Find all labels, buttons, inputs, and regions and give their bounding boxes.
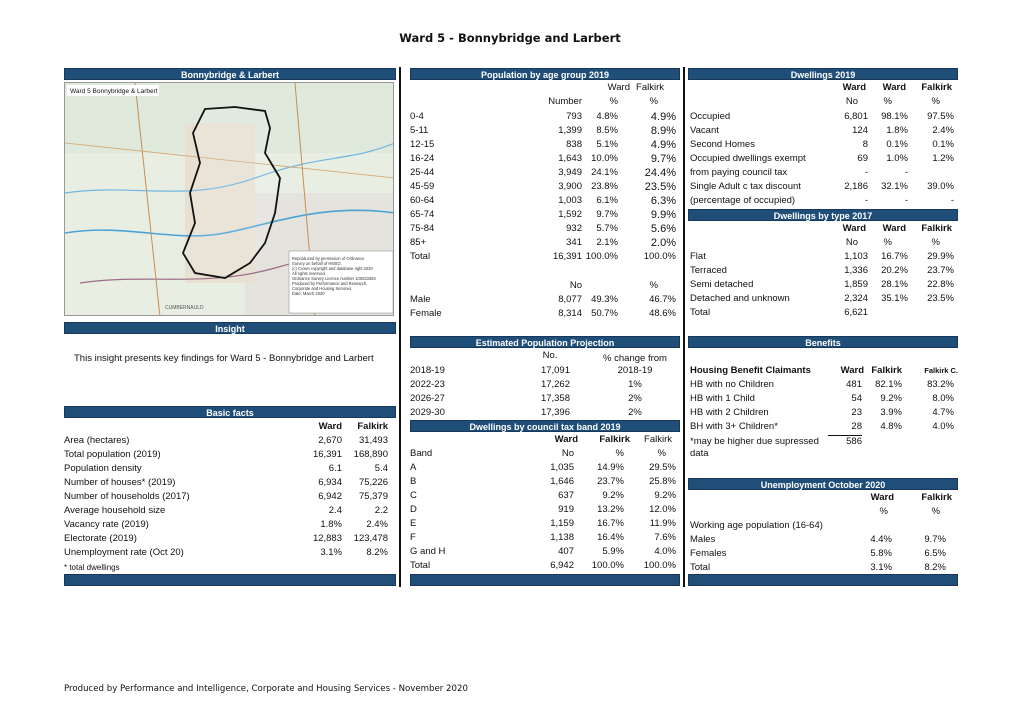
dwelling-ward-pct: 1.8% [886, 125, 908, 136]
population-row [410, 124, 680, 138]
dwelling-type-ward-pct: 20.2% [881, 265, 908, 276]
tax-band-ward-pct: 5.9% [602, 546, 624, 557]
age-number: 1,399 [558, 125, 582, 136]
fact-ward: 16,391 [312, 449, 342, 460]
fact-falkirk: 8.2% [366, 547, 388, 558]
fact-falkirk: 75,379 [358, 491, 388, 502]
age-number: 932 [566, 223, 582, 234]
benefit-ward: 481 [846, 379, 862, 390]
tax-band: B [410, 476, 417, 487]
council-tax-head-1: Ward Falkirk Falkirk [554, 434, 672, 445]
dwelling-label: Occupied [690, 111, 731, 122]
tax-band: E [410, 518, 417, 529]
fact-ward: 6.1 [328, 463, 342, 474]
basic-facts-row [64, 546, 396, 560]
basic-facts-row [64, 504, 396, 518]
tax-band-ward-pct: 16.7% [597, 518, 624, 529]
sex-row [410, 293, 680, 307]
dwelling-type-falkirk-pct: 22.8% [927, 279, 954, 290]
projection-number: 17,091 [540, 365, 570, 376]
population-row [410, 166, 680, 180]
unemployment-row [688, 519, 958, 533]
dwelling-falkirk-pct: 1.2% [932, 153, 954, 164]
fact-falkirk: 168,890 [353, 449, 388, 460]
sex-head-no: No [569, 280, 582, 291]
fact-label: Average household size [64, 505, 166, 516]
insight-header: Insight [64, 322, 396, 334]
ward-map [64, 82, 394, 316]
projection-change: 1% [628, 379, 642, 390]
age-ward-pct: 5.7% [596, 223, 618, 234]
age-number: 341 [566, 237, 582, 248]
column-divider-left [399, 67, 401, 587]
age-falkirk-pct: 2.0% [650, 237, 676, 249]
benefit-falkirk-c: 83.2% [927, 379, 954, 390]
dwelling-type-label: Terraced [690, 265, 727, 276]
dwelling-falkirk-pct: 39.0% [927, 181, 954, 192]
age-ward-pct: 6.1% [596, 195, 618, 206]
council-tax-row [410, 475, 680, 489]
benefit-falkirk-c: 4.7% [932, 407, 954, 418]
benefits-row [688, 378, 958, 392]
dwelling-label: from paying council tax [690, 167, 788, 178]
dwelling-ward-pct: 98.1% [881, 111, 908, 122]
tax-band-number: 1,646 [550, 476, 574, 487]
population-row [410, 138, 680, 152]
dwelling-label: Occupied dwellings exempt [690, 153, 806, 164]
dwelling-ward-pct: 32.1% [881, 181, 908, 192]
tax-band-number: 1,035 [550, 462, 574, 473]
age-ward-pct: 24.1% [591, 167, 618, 178]
sex-ward-pct: 49.3% [591, 294, 618, 305]
projection-number: 17,358 [540, 393, 570, 404]
age-number: 793 [566, 111, 582, 122]
projection-change: 2% [628, 407, 642, 418]
age-number: 3,900 [558, 181, 582, 192]
dwellings-type-head-1: Ward Ward Falkirk [842, 223, 952, 234]
dwelling-falkirk-pct: 2.4% [932, 125, 954, 136]
dwelling-label: Second Homes [690, 139, 755, 150]
unemployment-ward: 3.1% [870, 562, 892, 573]
age-group: 85+ [410, 237, 427, 248]
dwelling-type-label: Semi detached [690, 279, 754, 290]
tax-band-number: 1,159 [550, 518, 574, 529]
unemployment-falkirk: 6.5% [924, 548, 946, 559]
age-ward-pct: 4.8% [596, 111, 618, 122]
sex-head-row [410, 279, 680, 293]
tax-band-number: 407 [558, 546, 574, 557]
sex-row [410, 307, 680, 321]
projection-change: 2% [628, 393, 642, 404]
benefit-falkirk: 82.1% [875, 379, 902, 390]
projection-header: Estimated Population Projection [410, 336, 680, 348]
sex-falkirk-pct: 46.7% [649, 294, 676, 305]
tax-band-ward-pct: 100.0% [591, 560, 624, 571]
column-divider-right [683, 67, 685, 587]
tax-band-ward-pct: 16.4% [597, 532, 624, 543]
left-footer-bar [64, 574, 396, 586]
unemployment-falkirk: 8.2% [924, 562, 946, 573]
dwellings-row [688, 124, 958, 138]
fact-label: Area (hectares) [64, 435, 130, 446]
tax-band-falkirk-pct: 7.6% [654, 532, 676, 543]
population-head-2: Number % % [548, 96, 658, 107]
tax-band-number: 1,138 [550, 532, 574, 543]
population-header: Population by age group 2019 [410, 68, 680, 80]
age-group: 65-74 [410, 209, 435, 220]
age-falkirk-pct: 9.9% [650, 209, 676, 221]
age-group: 45-59 [410, 181, 435, 192]
population-total-row [410, 250, 680, 264]
dwelling-falkirk-pct: 97.5% [927, 111, 954, 122]
dwellings-row [688, 152, 958, 166]
fact-falkirk: 2.4% [366, 519, 388, 530]
dwelling-number: 2,186 [844, 181, 868, 192]
unemployment-ward: 5.8% [870, 548, 892, 559]
fact-label: Unemployment rate (Oct 20) [64, 547, 184, 558]
page-title: Ward 5 - Bonnybridge and Larbert [399, 31, 621, 45]
age-group: 60-64 [410, 195, 435, 206]
age-falkirk-pct: 5.6% [650, 223, 676, 235]
council-tax-row [410, 503, 680, 517]
projection-row [410, 406, 680, 420]
benefits-header: Benefits [688, 336, 958, 348]
fact-ward: 12,883 [312, 533, 342, 544]
sex-number: 8,077 [558, 294, 582, 305]
dwelling-ward-pct: - [904, 167, 908, 178]
unemployment-header: Unemployment October 2020 [688, 478, 958, 490]
dwellings-type-row [688, 278, 958, 292]
unemployment-row [688, 561, 958, 575]
tax-band-falkirk-pct: 4.0% [654, 546, 676, 557]
sex-falkirk-pct: 48.6% [649, 308, 676, 319]
fact-label: Vacancy rate (2019) [64, 519, 149, 530]
tax-band-number: 6,942 [550, 560, 574, 571]
basic-facts-row [64, 490, 396, 504]
age-falkirk-pct: 8.9% [650, 125, 676, 137]
council-tax-head-2: Band No % % [410, 448, 666, 459]
unemployment-row [688, 547, 958, 561]
age-falkirk-pct: 23.5% [644, 181, 676, 193]
age-falkirk-pct: 9.7% [650, 153, 676, 165]
benefit-label: HB with no Children [690, 379, 774, 390]
dwellings-row [688, 166, 958, 180]
dwelling-type-falkirk-pct: 23.7% [927, 265, 954, 276]
sex-label: Female [410, 308, 442, 319]
dwelling-type-number: 2,324 [844, 293, 868, 304]
council-tax-header: Dwellings by council tax band 2019 [410, 420, 680, 432]
dwellings-row [688, 180, 958, 194]
dwellings-type-row [688, 264, 958, 278]
benefit-falkirk: 3.9% [880, 407, 902, 418]
fact-falkirk: 2.2 [374, 505, 388, 516]
dwelling-type-falkirk-pct: 23.5% [927, 293, 954, 304]
population-row [410, 222, 680, 236]
projection-period: 2022-23 [410, 379, 445, 390]
age-group: 25-44 [410, 167, 435, 178]
basic-facts-row [64, 448, 396, 462]
age-ward-pct: 10.0% [591, 153, 618, 164]
tax-band-ward-pct: 9.2% [602, 490, 624, 501]
age-group: 0-4 [410, 111, 424, 122]
fact-falkirk: 123,478 [353, 533, 388, 544]
dwelling-type-number: 6,621 [844, 307, 868, 318]
dwellings-row [688, 138, 958, 152]
insight-text: This insight presents key findings for Ward 5 - Bonnybridge and Larbert [74, 353, 374, 364]
age-ward-pct: 8.5% [596, 125, 618, 136]
unemployment-head-2: % % [879, 506, 940, 517]
age-ward-pct: 23.8% [591, 181, 618, 192]
dwelling-label: (percentage of occupied) [690, 195, 796, 206]
unemployment-label: Females [690, 548, 727, 559]
population-head-1: Ward Falkirk [607, 82, 664, 93]
dwellings-type-row [688, 292, 958, 306]
benefit-falkirk-c: 8.0% [932, 393, 954, 404]
dwelling-type-label: Flat [690, 251, 706, 262]
benefit-ward: 23 [851, 407, 862, 418]
council-tax-row [410, 461, 680, 475]
fact-label: Population density [64, 463, 142, 474]
fact-falkirk: 5.4 [374, 463, 388, 474]
age-number: 3,949 [558, 167, 582, 178]
tax-band-falkirk-pct: 100.0% [643, 560, 676, 571]
age-falkirk-pct: 4.9% [650, 111, 676, 123]
age-number: 838 [566, 139, 582, 150]
ward-map-image [65, 83, 394, 316]
dwellings-type-head-2: No % % [845, 237, 940, 248]
tax-band-number: 919 [558, 504, 574, 515]
council-tax-row [410, 489, 680, 503]
age-number: 1,643 [558, 153, 582, 164]
projection-period: 2029-30 [410, 407, 445, 418]
sex-head-pct: % [649, 280, 658, 291]
dwellings-header: Dwellings 2019 [688, 68, 958, 80]
dwelling-falkirk-pct: 0.1% [932, 139, 954, 150]
tax-band-ward-pct: 14.9% [597, 462, 624, 473]
projection-head: No. % change from [542, 350, 667, 364]
population-row [410, 208, 680, 222]
tax-band-ward-pct: 13.2% [597, 504, 624, 515]
dwelling-type-ward-pct: 35.1% [881, 293, 908, 304]
dwellings-type-row [688, 306, 958, 320]
unemployment-row [688, 533, 958, 547]
age-ward-pct: 5.1% [596, 139, 618, 150]
benefit-falkirk: 9.2% [880, 393, 902, 404]
right-footer-bar [688, 574, 958, 586]
population-row [410, 110, 680, 124]
tax-band-falkirk-pct: 29.5% [649, 462, 676, 473]
tax-band: C [410, 490, 417, 501]
tax-band-number: 637 [558, 490, 574, 501]
projection-number: 17,396 [540, 407, 570, 418]
dwelling-type-number: 1,336 [844, 265, 868, 276]
dwelling-number: 69 [857, 153, 868, 164]
projection-change: 2018-19 [617, 365, 653, 376]
dwellings-row [688, 110, 958, 124]
fact-label: Number of households (2017) [64, 491, 190, 502]
basic-facts-header: Basic facts [64, 406, 396, 418]
dwelling-type-ward-pct: 16.7% [881, 251, 908, 262]
age-group: 12-15 [410, 139, 435, 150]
projection-number: 17,262 [540, 379, 570, 390]
dwelling-number: - [864, 195, 868, 206]
basic-facts-row [64, 476, 396, 490]
fact-label: Electorate (2019) [64, 533, 137, 544]
fact-label: Number of houses* (2019) [64, 477, 176, 488]
dwelling-number: 8 [862, 139, 868, 150]
projection-row [410, 392, 680, 406]
fact-ward: 3.1% [320, 547, 342, 558]
dwellings-head-2: No % % [845, 96, 940, 107]
unemployment-label: Total [690, 562, 711, 573]
benefit-label: BH with 3+ Children* [690, 421, 778, 432]
unemployment-label: Males [690, 534, 716, 545]
basic-facts-row [64, 532, 396, 546]
map-header: Bonnybridge & Larbert [64, 68, 396, 80]
council-tax-row [410, 517, 680, 531]
benefit-ward: 28 [851, 421, 862, 432]
benefit-label: HB with 1 Child [690, 393, 755, 404]
sex-label: Male [410, 294, 431, 305]
basic-facts-row [64, 518, 396, 532]
age-group: 75-84 [410, 223, 435, 234]
dwelling-label: Single Adult c tax discount [690, 181, 801, 192]
middle-footer-bar [410, 574, 680, 586]
total-number: 16,391 [552, 251, 582, 262]
dwelling-type-falkirk-pct: 29.9% [927, 251, 954, 262]
tax-band-ward-pct: 23.7% [597, 476, 624, 487]
dwelling-type-number: 1,103 [844, 251, 868, 262]
basic-facts-row [64, 434, 396, 448]
dwelling-number: 6,801 [844, 111, 868, 122]
benefit-label: HB with 2 Children [690, 407, 769, 418]
age-ward-pct: 9.7% [596, 209, 618, 220]
benefit-falkirk-c: 4.0% [932, 421, 954, 432]
age-ward-pct: 2.1% [596, 237, 618, 248]
basic-facts-note: * total dwellings [64, 563, 120, 572]
unemployment-falkirk: 9.7% [924, 534, 946, 545]
tax-band: D [410, 504, 417, 515]
benefit-falkirk: 4.8% [880, 421, 902, 432]
population-row [410, 180, 680, 194]
sex-number: 8,314 [558, 308, 582, 319]
tax-band: Total [410, 560, 431, 571]
tax-band-falkirk-pct: 9.2% [654, 490, 676, 501]
age-group: 16-24 [410, 153, 435, 164]
projection-row [410, 364, 680, 378]
dwellings-head-1: Ward Ward Falkirk [842, 82, 952, 93]
benefit-ward: 54 [851, 393, 862, 404]
age-number: 1,592 [558, 209, 582, 220]
total-falkirk-pct: 100.0% [643, 251, 676, 262]
dwelling-ward-pct: 0.1% [886, 139, 908, 150]
projection-period: 2026-27 [410, 393, 445, 404]
basic-facts-row [64, 462, 396, 476]
map-place-label: CUMBERNAULD [165, 305, 204, 311]
sex-ward-pct: 50.7% [591, 308, 618, 319]
tax-band: G and H [410, 546, 446, 557]
fact-falkirk: 75,226 [358, 477, 388, 488]
age-falkirk-pct: 4.9% [650, 139, 676, 151]
svg-text:Reproduced by permission of Or: Reproduced by permission of Ordnance Survey on behalf of HMSO. (c) Crown copyright and database right 2020 All rights reserved. Ordnance Survey Licence number 100023384 Produced by Performance and Research, Corporate and Housing Services, Date: March 2020 [292, 256, 376, 296]
age-falkirk-pct: 6.3% [650, 195, 676, 207]
benefits-row [688, 420, 958, 434]
fact-label: Total population (2019) [64, 449, 161, 460]
population-row [410, 152, 680, 166]
page-footer: Produced by Performance and Intelligence, Corporate and Housing Services - November 2020 [64, 684, 468, 694]
projection-period: 2018-19 [410, 365, 445, 376]
projection-row [410, 378, 680, 392]
fact-ward: 2.4 [328, 505, 342, 516]
basic-facts-col-headers: Ward Falkirk [318, 421, 388, 432]
dwellings-type-row [688, 250, 958, 264]
tax-band: F [410, 532, 416, 543]
unemployment-head-1: Ward Falkirk [870, 492, 952, 503]
dwelling-label: Vacant [690, 125, 719, 136]
dwellings-type-header: Dwellings by type 2017 [688, 209, 958, 221]
tax-band-falkirk-pct: 11.9% [649, 518, 676, 529]
total-ward-pct: 100.0% [585, 251, 618, 262]
population-row [410, 236, 680, 250]
age-falkirk-pct: 24.4% [644, 167, 676, 179]
council-tax-row [410, 531, 680, 545]
population-row [410, 194, 680, 208]
unemployment-label: Working age population (16-64) [690, 520, 823, 531]
dwelling-type-label: Detached and unknown [690, 293, 790, 304]
council-tax-row [410, 545, 680, 559]
benefits-head: Housing Benefit Claimants Ward Falkirk Falkirk C. [690, 365, 958, 376]
fact-ward: 2,670 [318, 435, 342, 446]
dwelling-ward-pct: 1.0% [886, 153, 908, 164]
fact-ward: 6,934 [318, 477, 342, 488]
unemployment-ward: 4.4% [870, 534, 892, 545]
tax-band: A [410, 462, 417, 473]
age-number: 1,003 [558, 195, 582, 206]
fact-ward: 1.8% [320, 519, 342, 530]
age-group: 5-11 [410, 125, 429, 136]
dwelling-number: 124 [852, 125, 868, 136]
dwelling-type-ward-pct: 28.1% [881, 279, 908, 290]
dwelling-falkirk-pct: - [950, 195, 954, 206]
benefits-note-total: 586 [828, 435, 862, 448]
tax-band-falkirk-pct: 25.8% [649, 476, 676, 487]
dwelling-type-label: Total [690, 307, 711, 318]
benefits-row [688, 392, 958, 406]
dwelling-type-number: 1,859 [844, 279, 868, 290]
fact-falkirk: 31,493 [358, 435, 388, 446]
dwelling-number: - [864, 167, 868, 178]
total-label: Total [410, 251, 431, 262]
map-title: Ward 5 Bonnybridge & Larbert [70, 88, 158, 95]
tax-band-falkirk-pct: 12.0% [649, 504, 676, 515]
benefits-row [688, 406, 958, 420]
council-tax-row [410, 559, 680, 573]
dwelling-ward-pct: - [904, 195, 908, 206]
fact-ward: 6,942 [318, 491, 342, 502]
benefits-note-row: *may be higher due supressed 586 [690, 436, 862, 447]
dwellings-row [688, 194, 958, 208]
